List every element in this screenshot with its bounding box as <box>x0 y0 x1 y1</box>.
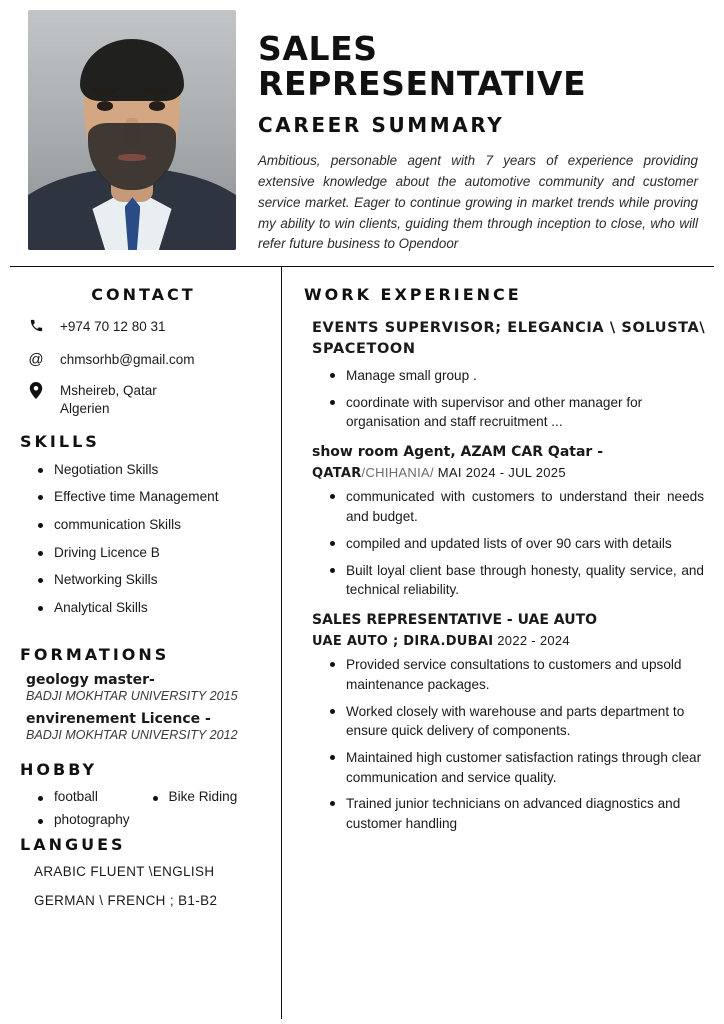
list-item: Built loyal client base through honesty, quality service, and technical reliability. <box>330 561 708 600</box>
contact-location-value <box>60 382 157 418</box>
job-entry <box>304 610 708 834</box>
list-item: Analytical Skills <box>38 599 267 617</box>
job-bullets <box>330 487 708 600</box>
job-company: UAE AUTO ; DIRA.DUBAI <box>312 634 494 650</box>
list-item: Bike Riding <box>153 789 268 804</box>
job-bullets <box>330 655 708 834</box>
section-title-contact: CONTACT <box>91 285 196 304</box>
education-degree: geology master- <box>26 671 155 688</box>
education-item <box>26 711 267 742</box>
job-dates: MAI 2024 - JUL 2025 <box>433 465 566 481</box>
phone-icon <box>26 318 46 338</box>
career-summary-heading: CAREER SUMMARY <box>258 113 505 138</box>
education-degree: envirenement Licence - <box>26 710 211 727</box>
education-item <box>26 672 267 703</box>
list-item: Networking Skills <box>38 571 267 589</box>
photo-eye-right <box>149 101 166 111</box>
language-line: GERMAN \ FRENCH ; B1-B2 <box>34 892 218 908</box>
experience-column <box>282 267 714 1019</box>
job-title: EVENTS SUPERVISOR; ELEGANCIA \ SOLUSTA\ SPACETOON <box>312 320 706 358</box>
skills-list <box>38 461 267 617</box>
list-item: Negotiation Skills <box>38 461 267 479</box>
job-entry <box>304 442 708 600</box>
job-meta <box>312 633 708 649</box>
list-item: communication Skills <box>38 516 267 534</box>
job-dates: 2022 - 2024 <box>493 633 570 649</box>
sidebar-column <box>10 267 282 1019</box>
location-icon <box>26 382 46 404</box>
education-school: BADJI MOKHTAR UNIVERSITY 2012 <box>26 727 238 742</box>
education-school: BADJI MOKHTAR UNIVERSITY 2015 <box>26 688 238 703</box>
page-title: SALES REPRESENTATIVE <box>258 29 587 103</box>
job-location: /CHIHANIA/ <box>361 465 434 481</box>
resume-body <box>10 267 714 1019</box>
list-item: Provided service consultations to customers and upsold maintenance packages. <box>330 655 708 694</box>
header-text-block <box>258 10 708 255</box>
spacer <box>20 627 267 645</box>
job-company: QATAR <box>312 466 362 482</box>
section-title-formations: FORMATIONS <box>20 644 170 664</box>
contact-email-value: chmsorhb@gmail.com <box>60 352 195 367</box>
spacer <box>20 742 267 760</box>
contact-item-phone[interactable] <box>26 318 267 338</box>
photo-eyebrow-left <box>92 88 117 94</box>
photo-eye-left <box>97 101 114 111</box>
list-item: photography <box>38 812 267 827</box>
section-title-skills: SKILLS <box>20 431 100 451</box>
contact-item-location[interactable] <box>26 382 267 418</box>
contact-item-email[interactable] <box>26 351 267 369</box>
list-item: Effective time Management <box>38 488 267 506</box>
list-item: Maintained high customer satisfaction ratings through clear communication and service quality. <box>330 748 708 787</box>
section-title-langues: LANGUES <box>20 834 126 854</box>
list-item: Manage small group . <box>330 366 708 386</box>
career-summary-text: Ambitious, personable agent with 7 years of experience providing extensive knowledge about the automotive community and customer service market. Eager to continue growing in market trends while proving my ability to win clients, guiding them through inception to close, who will refer future business to Opendoor <box>258 153 698 252</box>
list-item: football <box>38 789 153 804</box>
section-title-hobby: HOBBY <box>20 759 98 779</box>
avatar <box>28 10 236 250</box>
contact-phone-value: +974 70 12 80 31 <box>60 319 166 334</box>
hobby-list <box>38 789 267 835</box>
photo-eyebrow-right <box>144 88 169 94</box>
job-meta <box>312 465 708 481</box>
job-entry <box>304 318 708 432</box>
job-bullets <box>330 366 708 432</box>
section-title-work-experience: WORK EXPERIENCE <box>304 285 522 304</box>
list-item: Trained junior technicians on advanced diagnostics and customer handling <box>330 794 708 833</box>
list-item: compiled and updated lists of over 90 cars with details <box>330 534 708 554</box>
job-title: SALES REPRESENTATIVE - UAE AUTO <box>312 611 598 628</box>
list-item: communicated with customers to understand their needs and budget. <box>330 487 708 526</box>
contact-location-city: Msheireb, Qatar <box>60 383 157 399</box>
photo-mouth <box>118 154 145 161</box>
job-title: show room Agent, AZAM CAR Qatar - <box>312 444 603 461</box>
resume-header <box>10 8 714 264</box>
list-item: coordinate with supervisor and other manager for organisation and staff recruitment ... <box>330 393 708 432</box>
contact-list <box>20 318 267 419</box>
list-item: Worked closely with warehouse and parts department to ensure quick delivery of components. <box>330 702 708 741</box>
email-icon: @ <box>28 351 44 368</box>
list-item: Driving Licence B <box>38 544 267 562</box>
contact-location-country: Algerien <box>60 401 110 417</box>
language-line: ARABIC FLUENT \ENGLISH <box>34 863 215 879</box>
